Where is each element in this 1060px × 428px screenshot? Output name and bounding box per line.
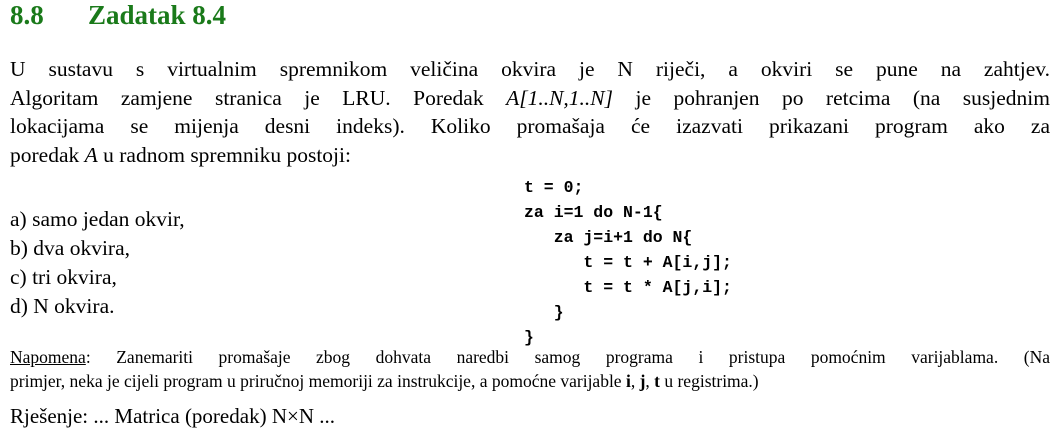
code-line: za i=1 do N-1{ [524, 203, 663, 222]
array-notation: A[1..N,1..N] [506, 85, 614, 110]
option-c: c) tri okvira, [10, 265, 117, 289]
code-listing [524, 175, 732, 350]
variable-i: i [625, 371, 631, 391]
code-line: za j=i+1 do N{ [524, 228, 693, 247]
variable-t: t [654, 371, 660, 391]
array-name: A [84, 142, 98, 167]
paragraph-line-2 [10, 84, 1050, 113]
note-label: Napomena [10, 347, 86, 367]
note-line-1 [10, 345, 1050, 369]
text-run: : Zanemariti promašaje zbog dohvata naredbi samog programa i pristupa pomoćnim varijablama. (Na [85, 347, 1050, 367]
problem-paragraph [10, 55, 1050, 169]
option-a: a) samo jedan okvir, [10, 207, 185, 231]
variable-j: j [639, 371, 646, 391]
text-run: poredak [10, 142, 85, 167]
cutoff-line: Rješenje: ... Matrica (poredak) N×N ... [10, 404, 335, 428]
option-d: d) N okvira. [10, 294, 115, 318]
code-line: t = t * A[j,i]; [524, 278, 732, 297]
text-run: primjer, neka je cijeli program u priručnoj memoriji za instrukcije, a pomoćne varijable [10, 371, 626, 391]
section-title: Zadatak 8.4 [88, 0, 227, 30]
note-paragraph [10, 345, 1050, 393]
code-line: t = t + A[i,j]; [524, 253, 732, 272]
option-b: b) dva okvira, [10, 236, 131, 260]
paragraph-line-3: lokacijama se mijenja desni indeks). Koliko promašaja će izazvati prikazani program ako za [10, 114, 1050, 138]
text-run: u registrima.) [659, 371, 759, 391]
answer-options [10, 205, 185, 321]
text-run: Algoritam zamjene stranica je LRU. Poredak [10, 85, 507, 110]
text-run: , [630, 371, 640, 391]
text-run: je pohranjen po retcima (na susjednim [613, 85, 1050, 110]
section-heading [10, 0, 226, 32]
note-line-2 [10, 369, 1050, 393]
text-run: u radnom spremniku postoji: [97, 142, 351, 167]
paragraph-line-4 [10, 141, 1050, 170]
code-line: t = 0; [524, 178, 584, 197]
code-line: } [524, 328, 534, 347]
text-run: , [645, 371, 655, 391]
section-number: 8.8 [10, 0, 44, 30]
paragraph-line-1: U sustavu s virtualnim spremnikom veličina okvira je N riječi, a okviri se pune na zahtjev. [10, 57, 1050, 81]
code-line: } [524, 303, 564, 322]
